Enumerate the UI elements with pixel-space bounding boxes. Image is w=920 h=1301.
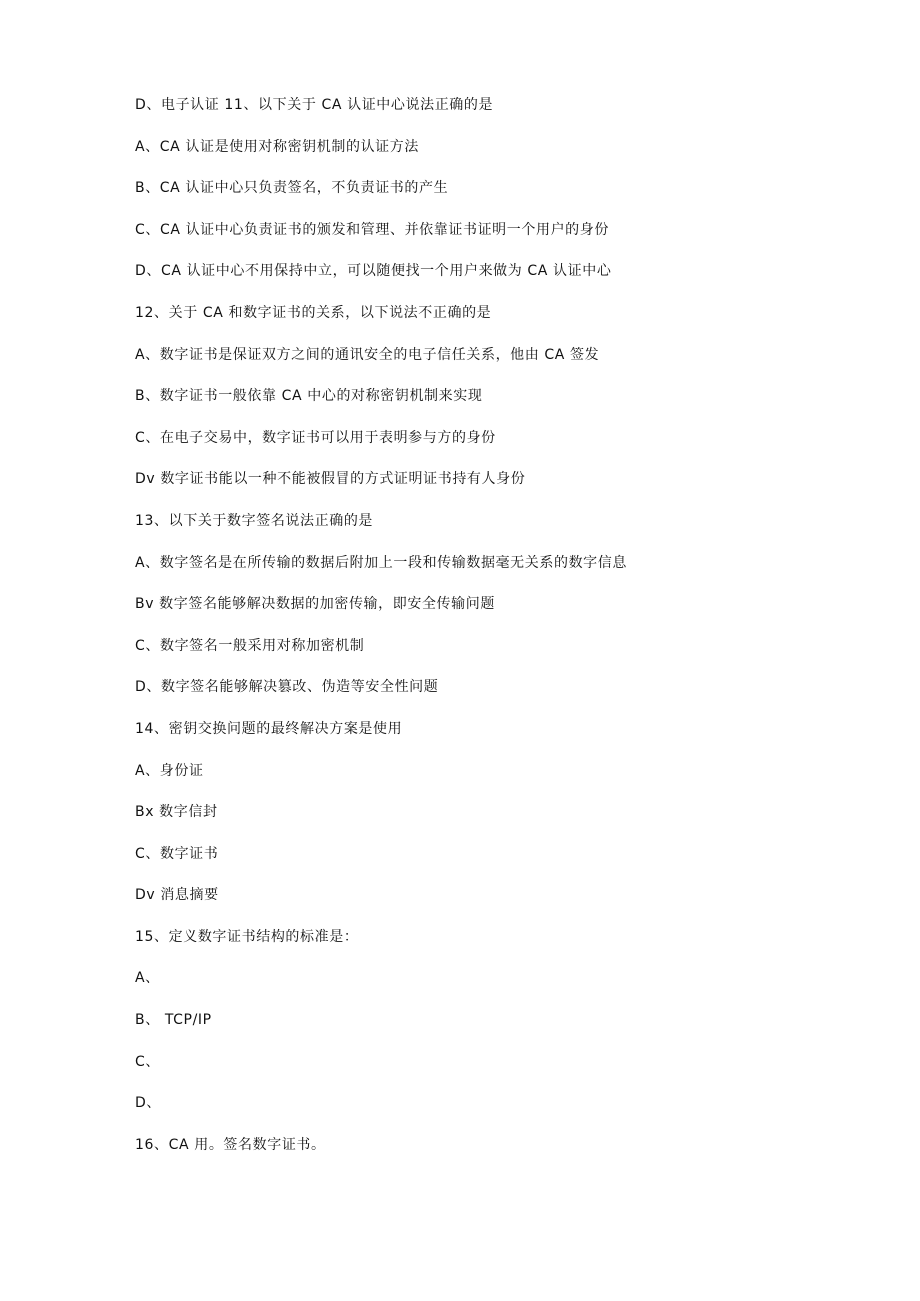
text-line: C、 <box>135 1053 160 1070</box>
text-line: C、数字证书 <box>135 845 219 862</box>
text-line: Bx 数字信封 <box>135 804 218 821</box>
text-line: D、 <box>135 1095 161 1112</box>
text-line: D、数字签名能够解决篡改、伪造等安全性问题 <box>135 679 439 696</box>
text-block <box>135 92 855 1173</box>
text-line: A、 <box>135 970 160 987</box>
text-line: 16、CA 用。签名数字证书。 <box>135 1136 326 1153</box>
text-line: 13、以下关于数字签名说法正确的是 <box>135 512 374 529</box>
text-line: D、CA 认证中心不用保持中立，可以随便找一个用户来做为 CA 认证中心 <box>135 263 612 280</box>
text-line: C、在电子交易中，数字证书可以用于表明参与方的身份 <box>135 429 496 446</box>
text-line: 15、定义数字证书结构的标准是： <box>135 928 359 945</box>
text-line: D、电子认证 11、以下关于 CA 认证中心说法正确的是 <box>135 97 494 113</box>
text-line: B、数字证书一般依靠 CA 中心的对称密钥机制来实现 <box>135 388 483 405</box>
text-line: C、CA 认证中心负责证书的颁发和管理、并依靠证书证明一个用户的身份 <box>135 221 609 238</box>
text-line: Bv 数字签名能够解决数据的加密传输，即安全传输问题 <box>135 596 495 613</box>
text-line: C、数字签名一般采用对称加密机制 <box>135 637 365 654</box>
text-line: A、数字证书是保证双方之间的通讯安全的电子信任关系，他由 CA 签发 <box>135 346 600 363</box>
text-line: 14、密钥交换问题的最终解决方案是使用 <box>135 720 403 737</box>
text-line: Dv 数字证书能以一种不能被假冒的方式证明证书持有人身份 <box>135 471 526 488</box>
text-line: B、 TCP/IP <box>135 1012 212 1029</box>
text-line: A、数字签名是在所传输的数据后附加上一段和传输数据毫无关系的数字信息 <box>135 554 627 571</box>
text-line: Dv 消息摘要 <box>135 887 219 904</box>
text-line: B、CA 认证中心只负责签名，不负责证书的产生 <box>135 180 449 197</box>
text-line: A、身份证 <box>135 762 204 779</box>
text-line: 12、关于 CA 和数字证书的关系，以下说法不正确的是 <box>135 304 492 321</box>
text-line: A、CA 认证是使用对称密钥机制的认证方法 <box>135 138 419 155</box>
